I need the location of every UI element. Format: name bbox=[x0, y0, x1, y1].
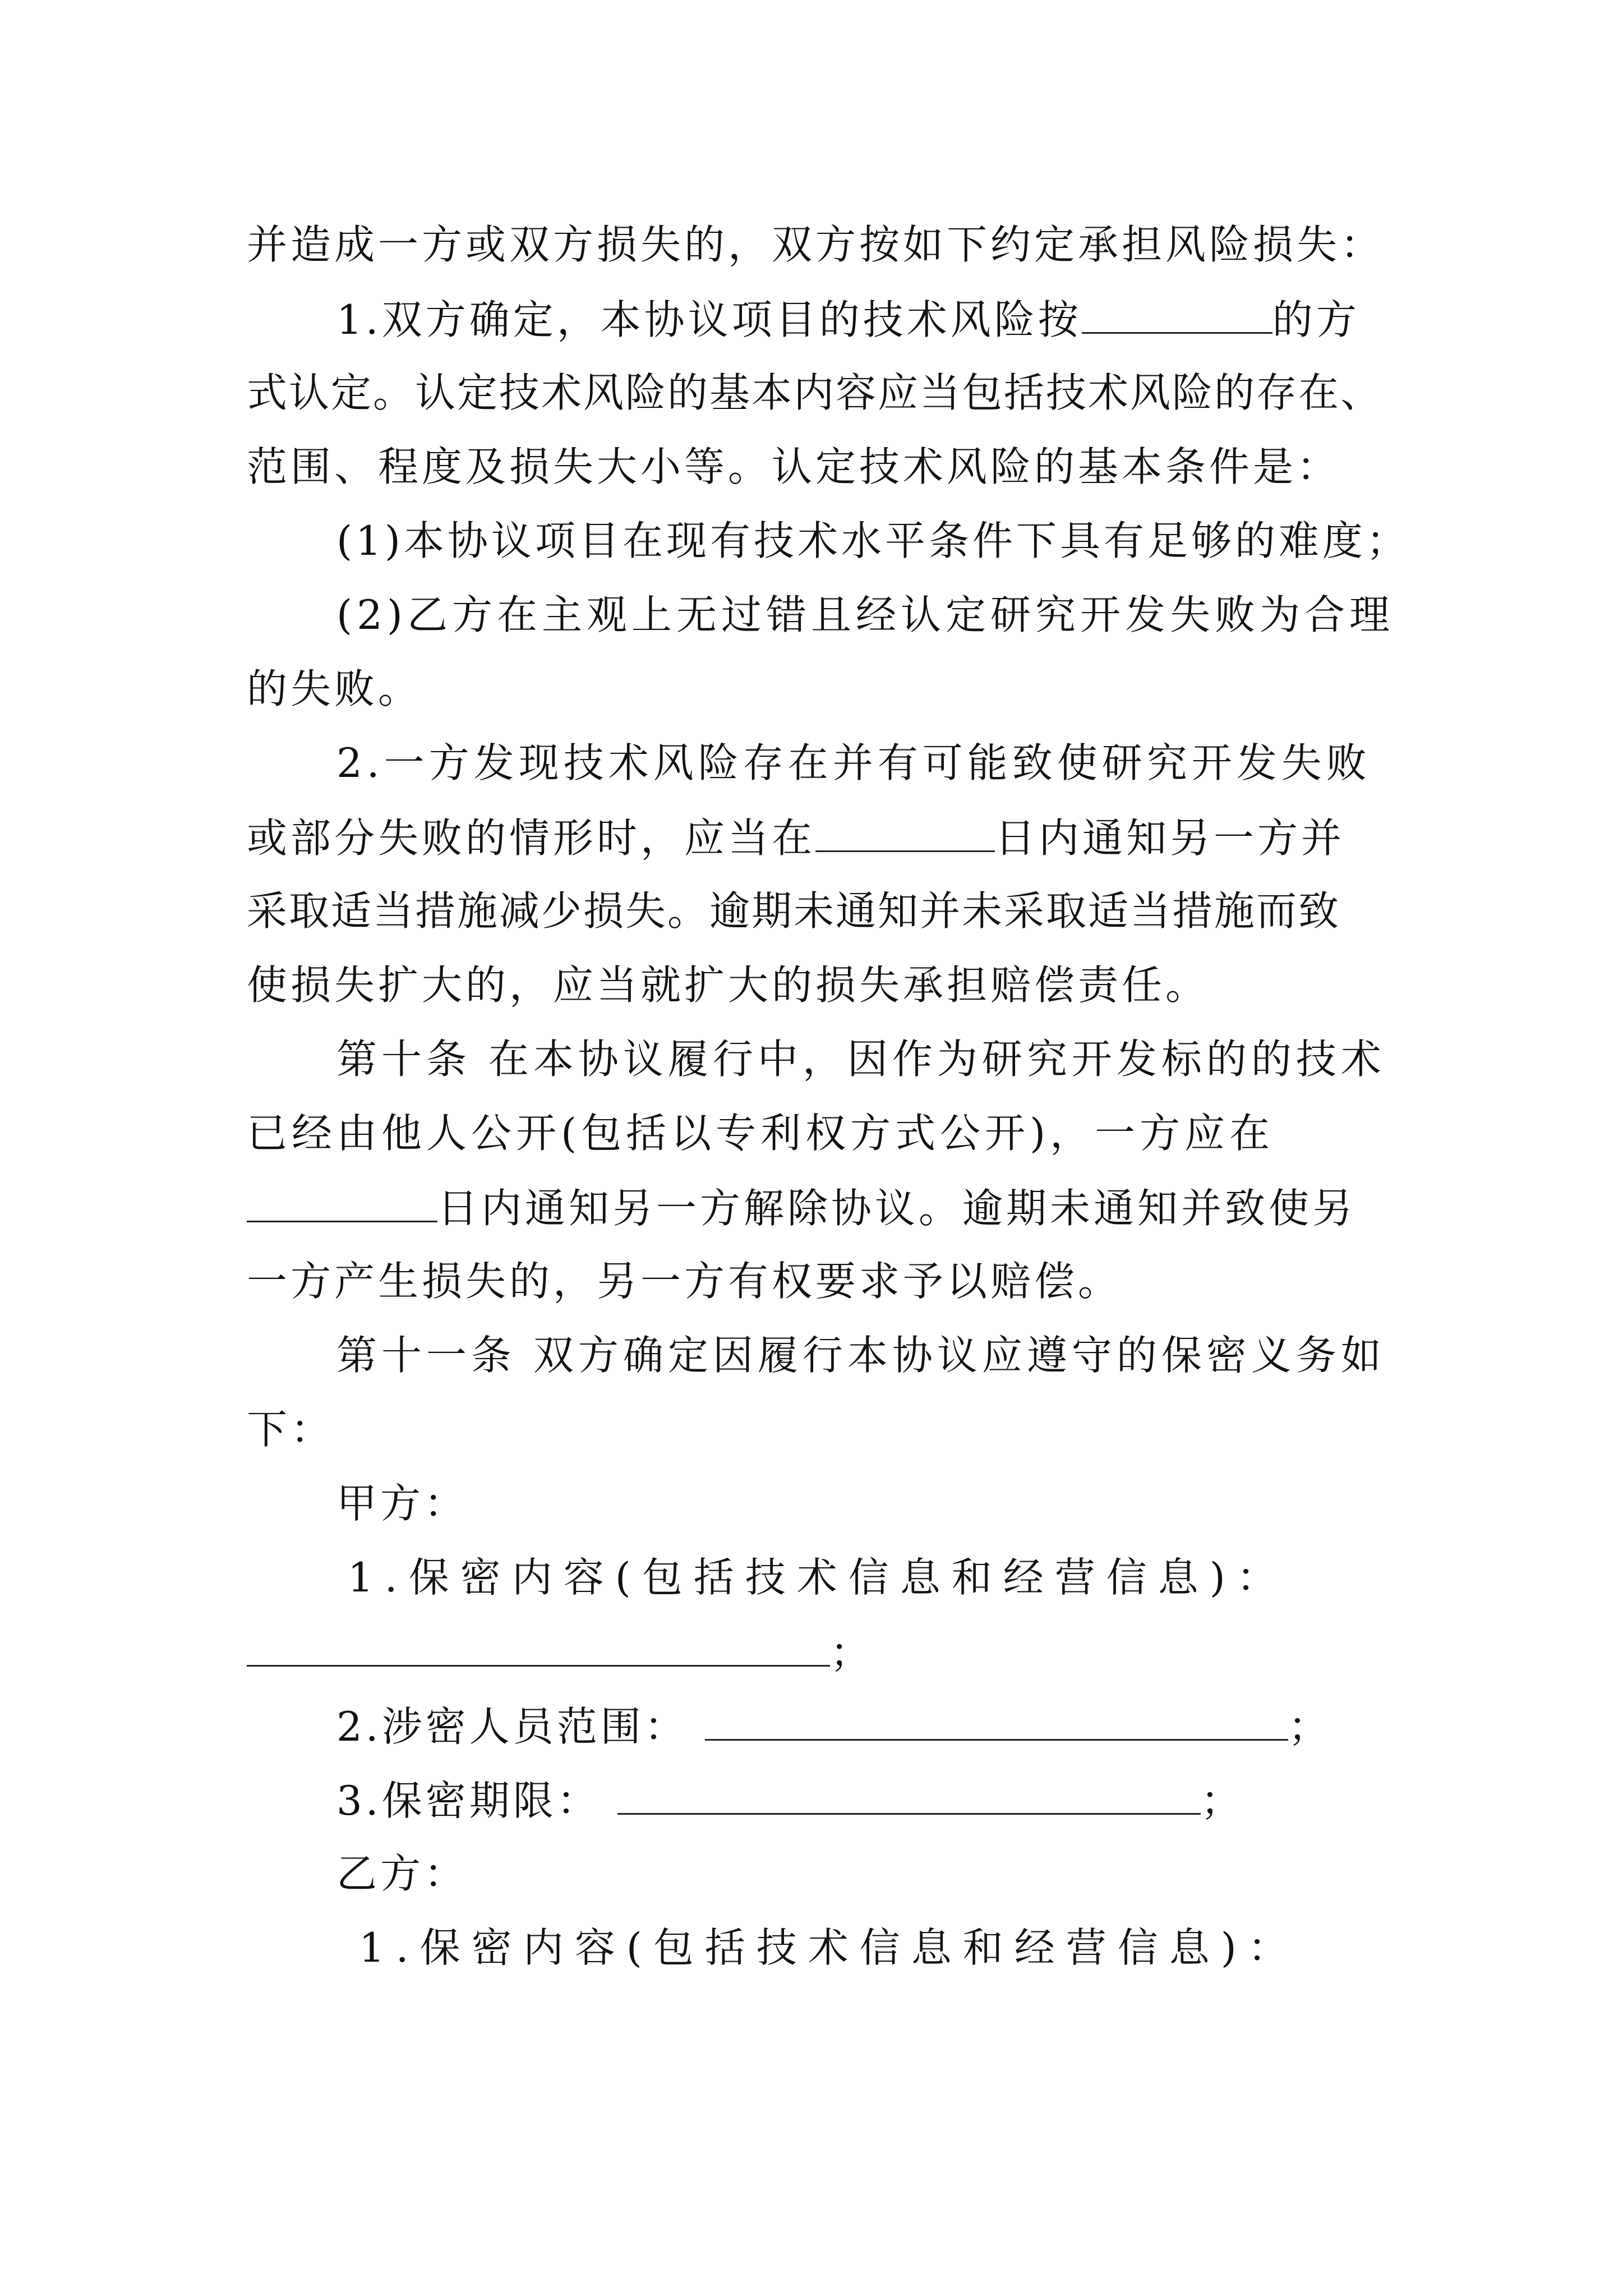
blank-field bbox=[815, 817, 995, 852]
paragraph-line: (1)本协议项目在现有技术水平条件下具有足够的难度； bbox=[336, 517, 1410, 564]
paragraph-line: 采取适当措施减少损失。逾期未通知并未采取适当措施而致 bbox=[247, 887, 1341, 935]
paragraph-line bbox=[336, 1703, 1332, 1750]
clause-text: 1.双方确定，本协议项目的技术风险按 bbox=[336, 296, 1082, 343]
clause-text: 或部分失败的情形时，应当在 bbox=[247, 815, 816, 862]
paragraph-line: 使损失扩大的，应当就扩大的损失承担赔偿责任。 bbox=[247, 961, 1210, 1009]
paragraph-line: 1.保密内容(包括技术信息和经营信息)： bbox=[348, 1554, 1288, 1601]
paragraph-line bbox=[336, 296, 1360, 343]
clause-text: ； bbox=[1200, 1777, 1244, 1824]
clause-text: 日内通知另一方解除协议。逾期未通知并致使另 bbox=[437, 1185, 1357, 1232]
paragraph-line: 下： bbox=[247, 1406, 335, 1453]
paragraph-line bbox=[247, 1185, 1357, 1232]
paragraph-line: 的失败。 bbox=[247, 665, 422, 712]
blank-field bbox=[1082, 298, 1272, 334]
blank-field bbox=[247, 1631, 830, 1667]
clause-text: 日内通知另一方并 bbox=[995, 815, 1345, 862]
paragraph-line: 范围、程度及损失大小等。认定技术风险的基本条件是： bbox=[247, 443, 1341, 490]
clause-text: ； bbox=[1288, 1703, 1332, 1750]
clause-text: 2.涉密人员范围： bbox=[336, 1703, 688, 1750]
blank-field bbox=[617, 1779, 1201, 1815]
paragraph-line: (2)乙方在主观上无过错且经认定研究开发失败为合理 bbox=[336, 591, 1394, 638]
paragraph-line: 式认定。认定技术风险的基本内容应当包括技术风险的存在、 bbox=[247, 369, 1383, 416]
blank-field bbox=[247, 1187, 437, 1222]
clause-text: ； bbox=[830, 1629, 874, 1676]
paragraph-line: 第十条 在本协议履行中，因作为研究开发标的的技术 bbox=[336, 1036, 1386, 1083]
blank-field bbox=[705, 1705, 1288, 1741]
clause-text: 的方 bbox=[1272, 296, 1360, 343]
paragraph-line: 2.一方发现技术风险存在并有可能致使研究开发失败 bbox=[336, 739, 1371, 786]
party-a-heading: 甲方： bbox=[336, 1480, 468, 1527]
paragraph-line: 并造成一方或双方损失的，双方按如下约定承担风险损失： bbox=[247, 221, 1385, 268]
paragraph-line: 第十一条 双方确定因履行本协议应遵守的保密义务如 bbox=[336, 1332, 1386, 1379]
paragraph-line bbox=[336, 1777, 1244, 1824]
clause-text: 3.保密期限： bbox=[336, 1777, 601, 1824]
party-b-heading: 乙方： bbox=[336, 1850, 468, 1897]
paragraph-line: 1.保密内容(包括技术信息和经营信息)： bbox=[359, 1924, 1299, 1971]
paragraph-line: 一方产生损失的，另一方有权要求予以赔偿。 bbox=[247, 1258, 1122, 1305]
paragraph-line bbox=[247, 1629, 874, 1676]
paragraph-line bbox=[247, 815, 1345, 862]
paragraph-line: 已经由他人公开(包括以专利权方式公开)，一方应在 bbox=[247, 1110, 1275, 1157]
